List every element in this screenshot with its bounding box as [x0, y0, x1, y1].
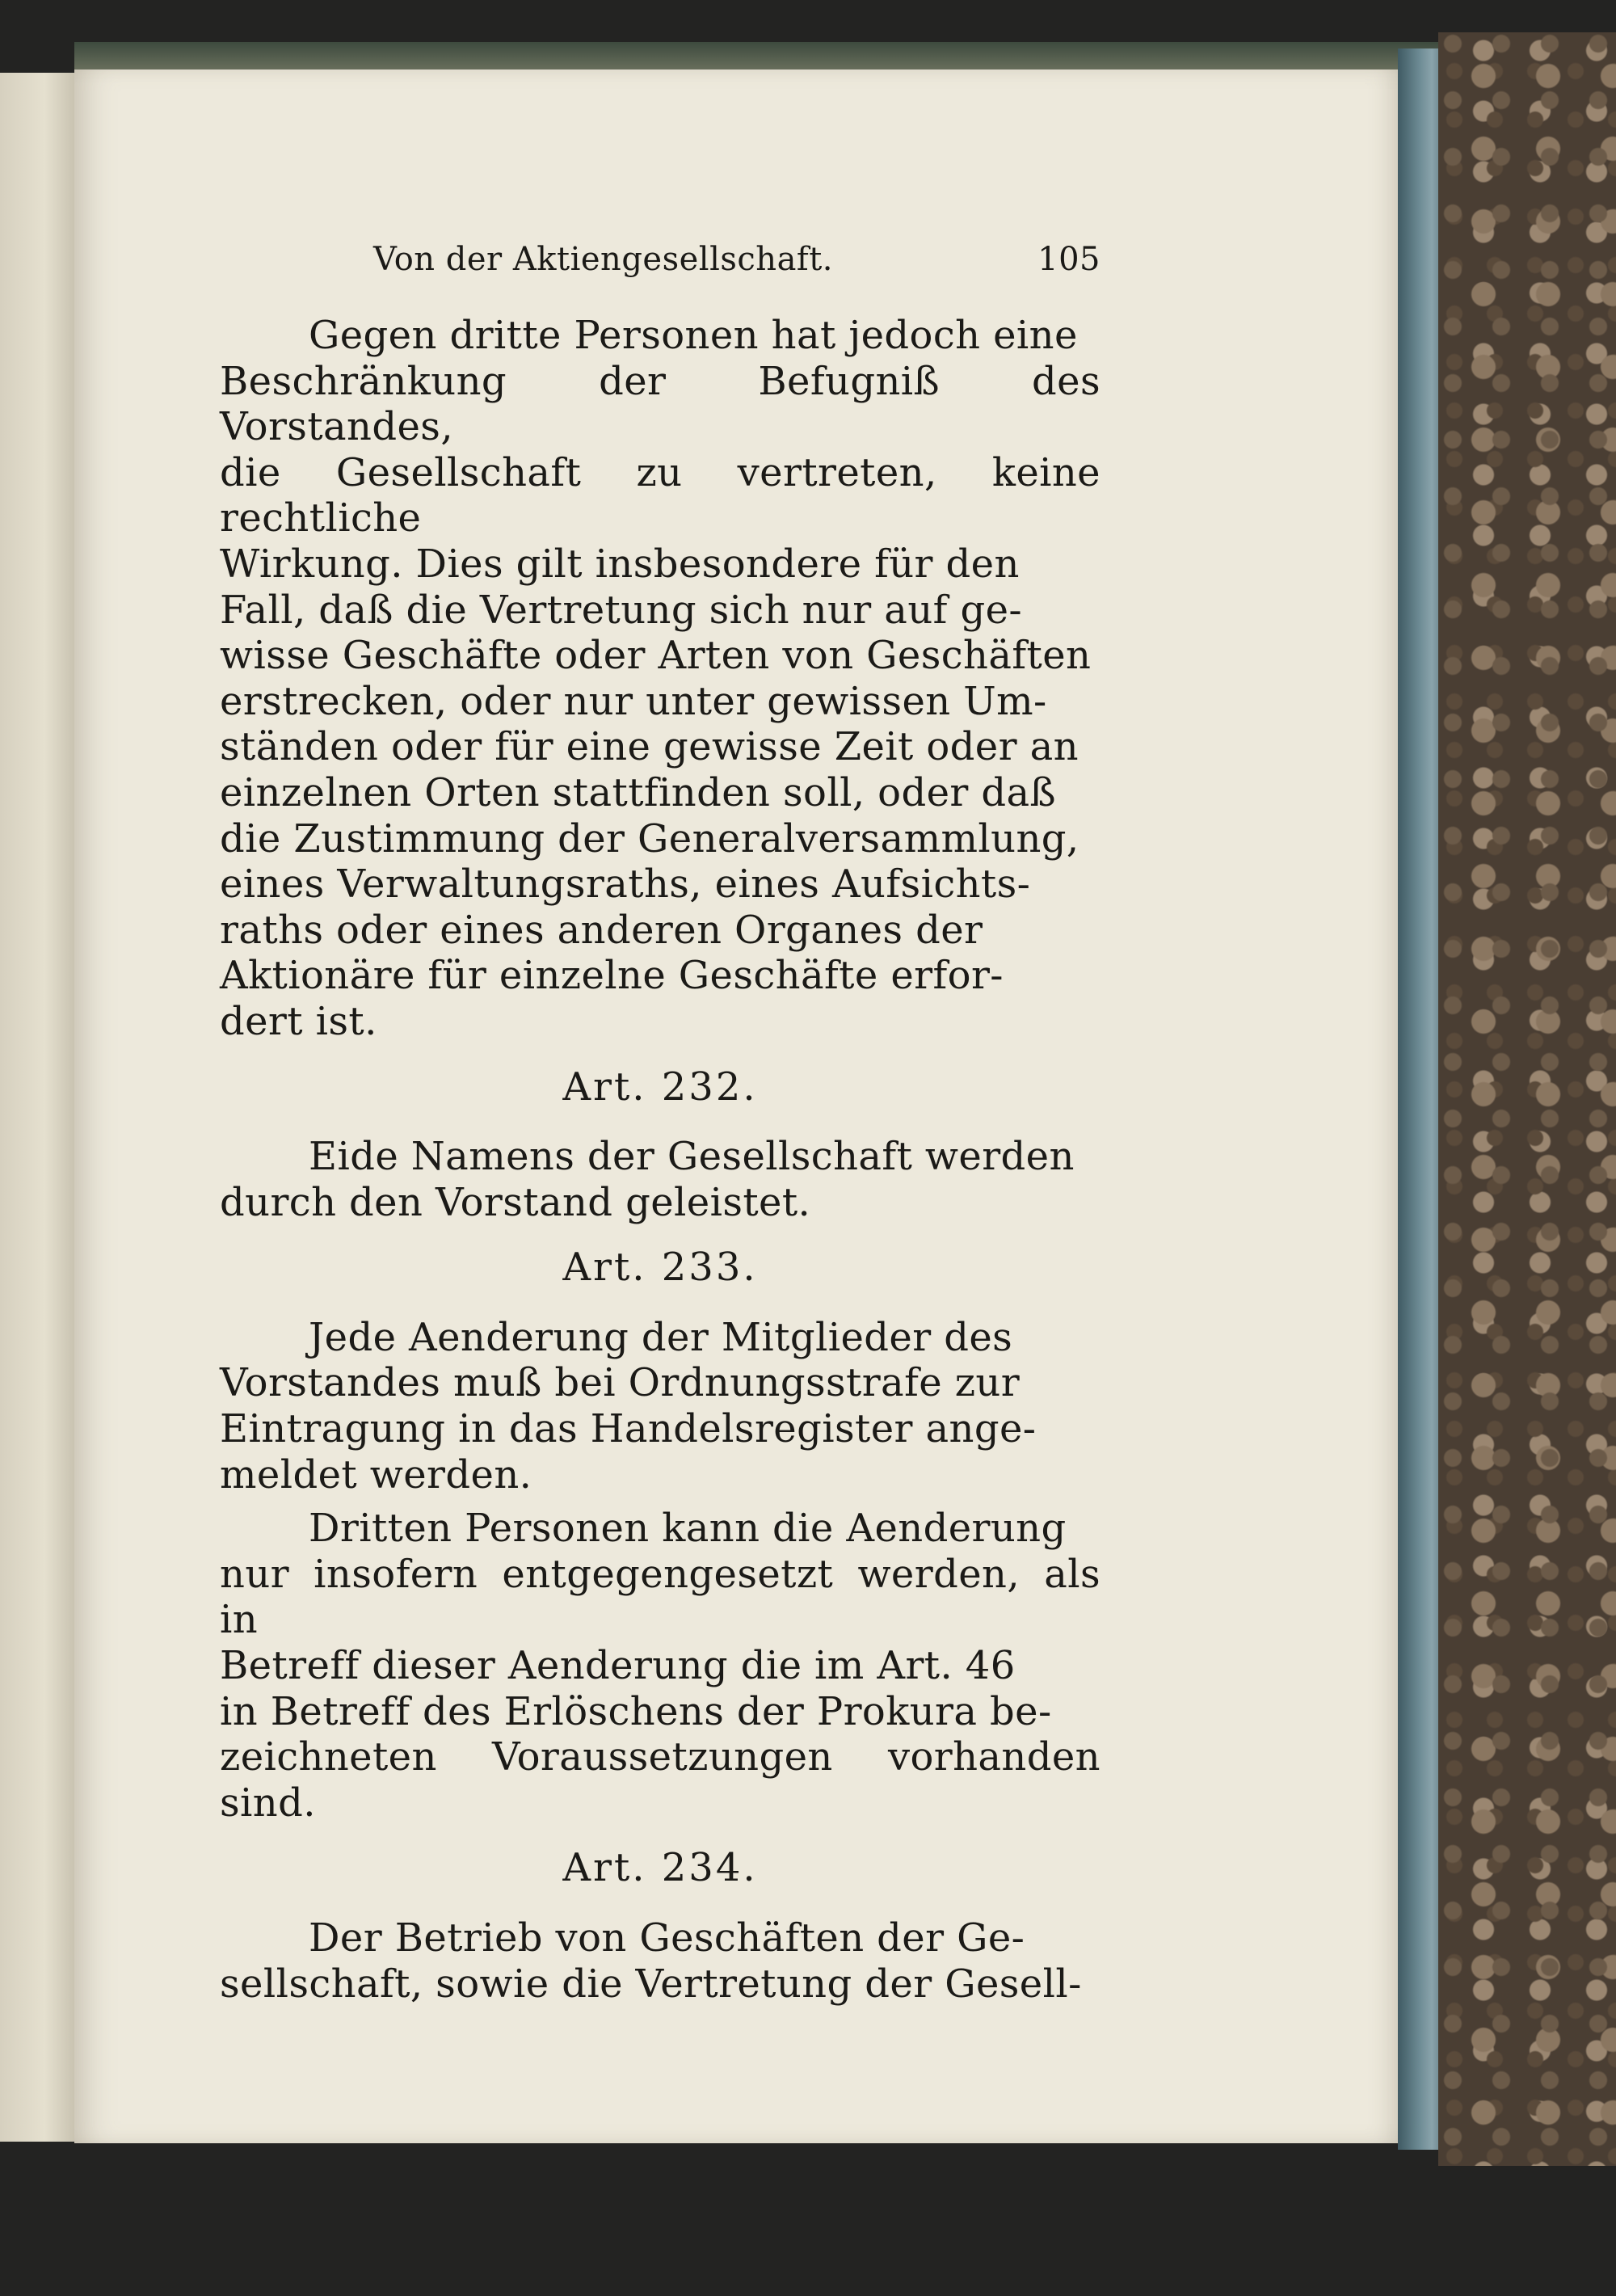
paragraph-4 [220, 1506, 1100, 1826]
running-head-title: Von der Aktiengesellschaft. [373, 241, 834, 278]
text-line: erstrecken, oder nur unter gewissen Um- [220, 678, 1047, 724]
paragraph-5 [220, 1915, 1100, 2007]
text-line: Gegen dritte Personen hat jedoch eine [309, 313, 1078, 358]
article-heading-234: Art. 234. [562, 1845, 758, 1891]
text-line: die Zustimmung der Generalversammlung, [220, 815, 1079, 862]
article-heading-233: Art. 233. [562, 1245, 758, 1291]
text-line: Betreff dieser Aenderung die im Art. 46 [220, 1643, 1016, 1689]
text-line: Der Betrieb von Geschäften der Ge- [309, 1915, 1025, 1961]
text-line: Eide Namens der Gesellschaft werden [309, 1134, 1075, 1180]
text-line: Vorstandes muß bei Ordnungsstrafe zur [220, 1360, 1021, 1406]
text-block [220, 235, 1100, 2007]
text-line: einzelnen Orten stattfinden soll, oder daß [220, 769, 1057, 815]
text-line: sellschaft, sowie die Vertretung der Gesell- [220, 1961, 1082, 2007]
text-line: raths oder eines anderen Organes der [220, 907, 983, 953]
facing-page-edge [0, 73, 74, 2142]
text-line: durch den Vorstand geleistet. [220, 1179, 811, 1225]
text-line: nur insofern entgegengesetzt werden, als in [220, 1551, 1100, 1643]
text-line: meldet werden. [220, 1451, 532, 1498]
paragraph-3 [220, 1315, 1100, 1498]
text-line: die Gesellschaft zu vertreten, keine rechtliche [220, 449, 1100, 541]
paragraph-1 [220, 313, 1100, 1045]
text-line: Aktionäre für einzelne Geschäfte erfor- [220, 953, 1004, 999]
marbled-cover [1438, 32, 1616, 2166]
text-line: Fall, daß die Vertretung sich nur auf ge- [220, 587, 1023, 633]
paragraph-gap [220, 1498, 1100, 1506]
book-page [74, 70, 1398, 2143]
page-number: 105 [1037, 241, 1100, 278]
text-line: zeichneten Voraussetzungen vorhanden sind. [220, 1734, 1100, 1826]
text-line: in Betreff des Erlöschens der Prokura be- [220, 1688, 1052, 1734]
paragraph-2 [220, 1134, 1100, 1225]
text-line: eines Verwaltungsraths, eines Aufsichts- [220, 862, 1031, 908]
running-head [373, 235, 1100, 284]
text-line: Beschränkung der Befugniß des Vorstandes, [220, 358, 1100, 450]
text-line: dert ist. [220, 998, 377, 1044]
text-line: ständen oder für eine gewisse Zeit oder an [220, 724, 1079, 770]
text-line: Dritten Personen kann die Aenderung [309, 1506, 1067, 1552]
text-line: Wirkung. Dies gilt insbesondere für den [220, 541, 1020, 587]
text-line: wisse Geschäfte oder Arten von Geschäften [220, 633, 1092, 679]
text-line: Jede Aenderung der Mitglieder des [309, 1314, 1013, 1360]
article-heading-232: Art. 232. [562, 1064, 758, 1110]
text-line: Eintragung in das Handelsregister ange- [220, 1406, 1037, 1452]
